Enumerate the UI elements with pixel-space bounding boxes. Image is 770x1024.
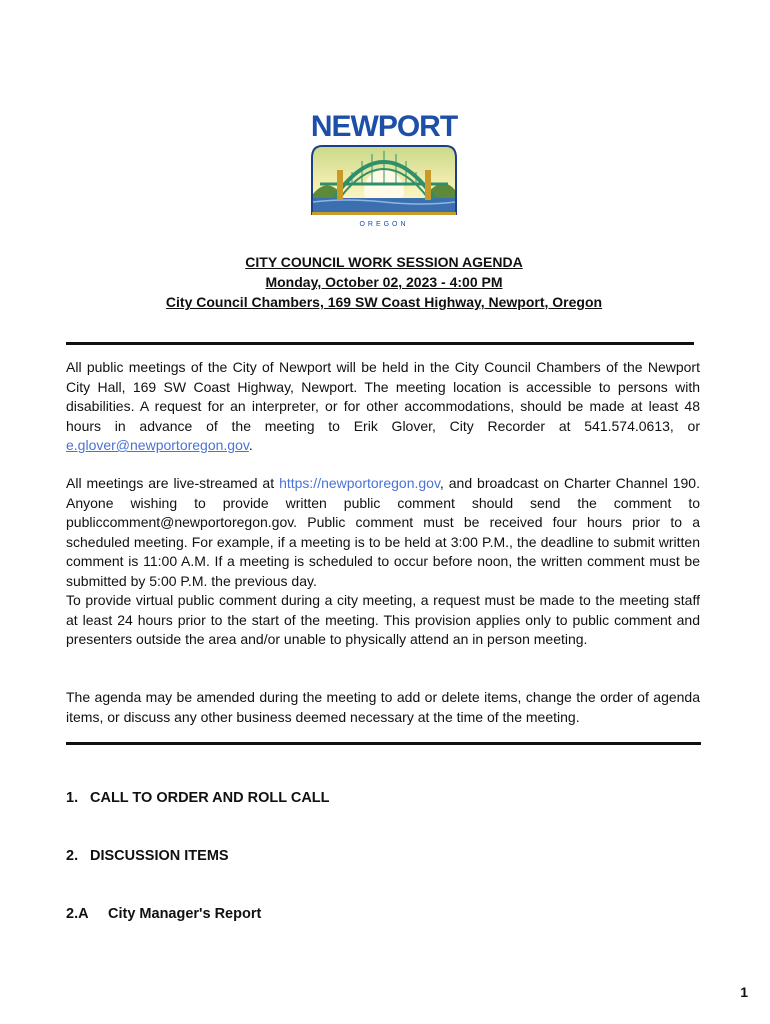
amendment-text: The agenda may be amended during the meeting to add or delete items, change the order of agenda items, or discuss any other business deemed necessary at the time of the meeting. xyxy=(66,689,700,725)
logo-subtitle: OREGON xyxy=(359,221,409,228)
accessibility-end: . xyxy=(248,437,253,453)
item-number: 2.A xyxy=(66,906,89,922)
accessibility-text: All public meetings of the City of Newport will be held in the City Council Chambers of the Newport City Hall, 169 SW Coast Highway, Newport. The meeting location is accessible to persons with disabilities. A request for an interpreter, or for other accommodations, should be made at least 48 hours in advance of the meeting to Erik Glover, City Recorder at 541.574.0613, or xyxy=(66,359,700,434)
agenda-header xyxy=(66,252,702,312)
agenda-item-1 xyxy=(66,790,330,806)
public-comment-paragraph xyxy=(66,474,700,650)
accessibility-paragraph xyxy=(66,358,700,456)
bottom-divider xyxy=(66,742,701,745)
item-label: City Manager's Report xyxy=(108,906,262,922)
agenda-title: CITY COUNCIL WORK SESSION AGENDA xyxy=(245,254,523,270)
agenda-item-2a xyxy=(66,906,261,922)
livestream-text: All meetings are live-streamed at xyxy=(66,475,275,491)
amendment-paragraph xyxy=(66,688,700,727)
item-number: 2. xyxy=(66,848,79,864)
virtual-comment-text: To provide virtual public comment during a city meeting, a request must be made to the meeting staff at least 24 hours prior to the start of the meeting. This provision applies only to public comment and presenters outside the area and/or unable to physically attend an in person meeting. xyxy=(66,592,700,647)
bridge-logo-icon xyxy=(306,106,462,230)
page-number: 1 xyxy=(740,984,748,1000)
recorder-email-link[interactable]: e.glover@newportoregon.gov xyxy=(66,437,249,453)
logo-wordmark: NEWPORT xyxy=(310,110,458,143)
item-label: CALL TO ORDER AND ROLL CALL xyxy=(90,790,330,806)
agenda-item-2 xyxy=(66,848,229,864)
newport-logo xyxy=(306,106,462,230)
top-divider xyxy=(66,342,694,345)
city-website-link[interactable]: https://newportoregon.gov xyxy=(279,475,440,491)
meeting-location: City Council Chambers, 169 SW Coast Highway, Newport, Oregon xyxy=(165,294,603,310)
item-label: DISCUSSION ITEMS xyxy=(90,848,229,864)
item-number: 1. xyxy=(66,790,79,806)
public-comment-text: , and broadcast on Charter Channel 190. Anyone wishing to provide written public comment should send the comment to publiccomment@newportoregon.gov. Public comment must be received four hours prior to a scheduled meeting. For example, if a meeting is to be held at 3:00 P.M., the deadline to submit written comment is 11:00 A.M. If a meeting is scheduled to occur before noon, the written comment must be submitted by 5:00 P.M. the previous day. xyxy=(66,475,700,589)
meeting-date: Monday, October 02, 2023 - 4:00 PM xyxy=(265,274,503,290)
